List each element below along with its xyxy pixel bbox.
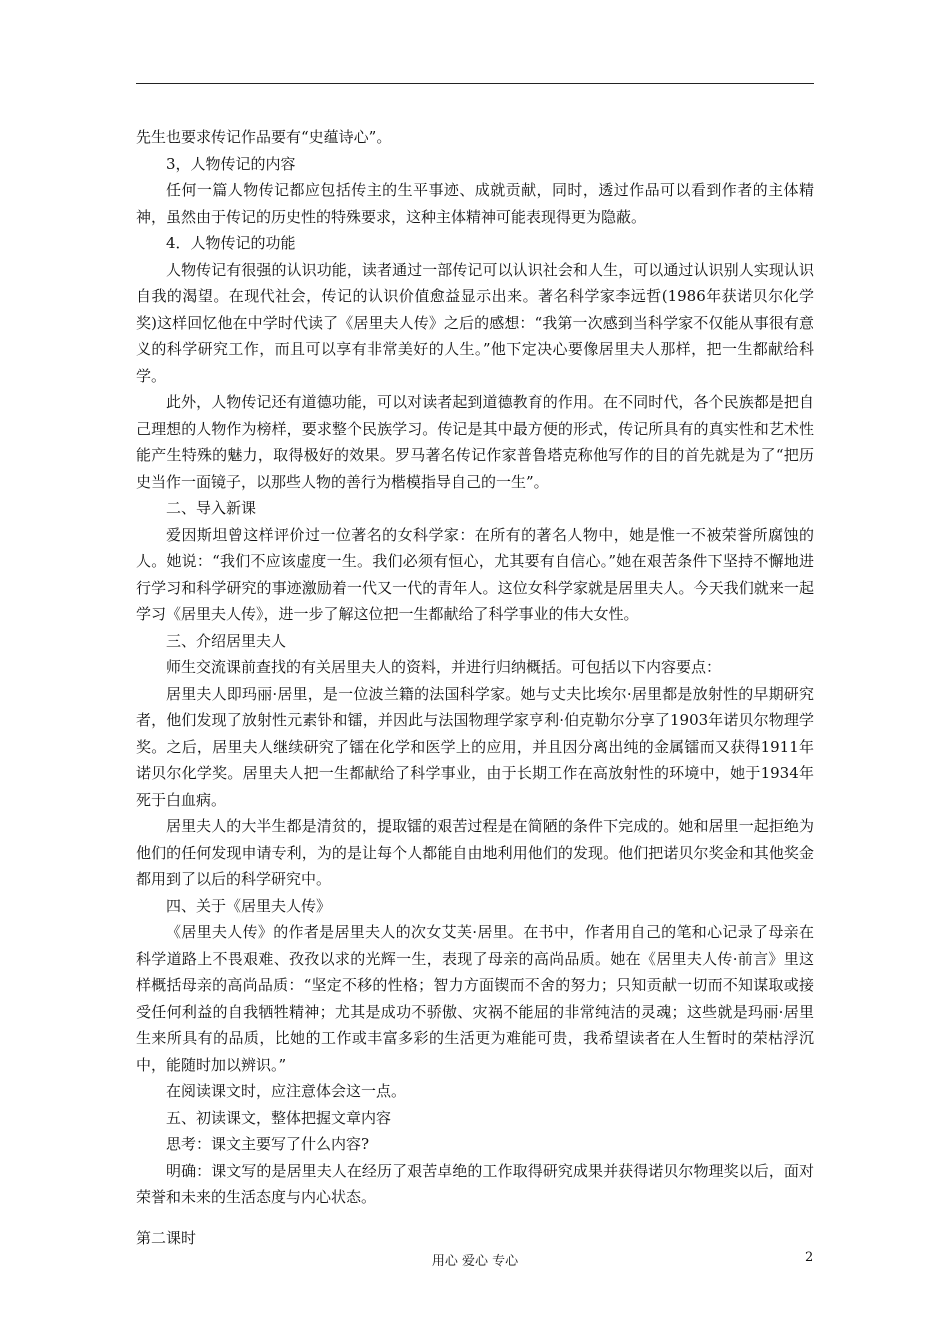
paragraph: 人物传记有很强的认识功能，读者通过一部传记可以认识社会和人生，可以通过认识别人实现认识自我的渴望。在现代社会，传记的认识价值愈益显示出来。著名科学家李远哲(1986年获诺贝尔化学奖)这样回忆他在中学时代读了《居里夫人传》之后的感想：“我第一次感到当科学家不仅能从事很有意义的科学研究工作，而且可以享有非常美好的人生。”他下定决心要像居里夫人那样，把一生都献给科学。 xyxy=(136,260,814,385)
paragraph: 居里夫人的大半生都是清贫的，提取镭的艰苦过程是在简陋的条件下完成的。她和居里一起拒绝为他们的任何发现申请专利，为的是让每个人都能自由地利用他们的发现。他们把诺贝尔奖金和其他奖金都用到了以后的科学研究中。 xyxy=(136,817,814,888)
page-number: 2 xyxy=(805,1250,814,1265)
spacer xyxy=(136,1211,814,1225)
paragraph: 师生交流课前查找的有关居里夫人的资料，并进行归纳概括。可包括以下内容要点： xyxy=(166,658,722,676)
paragraph: 《居里夫人传》的作者是居里夫人的次女艾芙·居里。在书中，作者用自己的笔和心记录了母亲在科学道路上不畏艰难、孜孜以求的光辉一生，表现了母亲的高尚品质。她在《居里夫人传·前言》里这样概括母亲的高尚品质：“坚定不移的性格；智力方面锲而不舍的努力；只知贡献一切而不知谋取或接受任何利益的自我牺牲精神；尤其是成功不骄傲、灾祸不能屈的非常纯洁的灵魂；这些就是玛丽·居里生来所具有的品质，比她的工作或丰富多彩的生活更为难能可贵，我希望读者在人生暂时的荣枯浮沉中，能随时加以辨识。” xyxy=(136,923,814,1074)
header-rule xyxy=(136,83,814,84)
paragraph-answer: 明确：课文写的是居里夫人在经历了艰苦卓绝的工作取得研究成果并获得诺贝尔物理奖以后，面对荣誉和未来的生活态度与内心状态。 xyxy=(136,1161,814,1206)
section-heading-biography: 四、关于《居里夫人传》 xyxy=(166,896,332,915)
paragraph-continuation: 先生也要求传记作品要有“史蕴诗心”。 xyxy=(136,128,392,146)
section-heading-intro: 二、导入新课 xyxy=(166,499,257,517)
section-heading-reading: 五、初读课文，整体把握文章内容 xyxy=(166,1108,392,1127)
document-body xyxy=(136,124,814,1251)
paragraph: 居里夫人即玛丽·居里，是一位波兰籍的法国科学家。她与丈夫比埃尔·居里都是放射性的早期研究者，他们发现了放射性元素钋和镭，并因此与法国物理学家亨利·伯克勒尔分享了1903年诺贝尔物理学奖。之后，居里夫人继续研究了镭在化学和医学上的应用，并且因分离出纯的金属镭而又获得1911年诺贝尔化学奖。居里夫人把一生都献给了科学事业，由于长期工作在高放射性的环境中，她于1934年死于白血病。 xyxy=(136,684,814,809)
paragraph: 任何一篇人物传记都应包括传主的生平事迹、成就贡献，同时，透过作品可以看到作者的主体精神，虽然由于传记的历史性的特殊要求，这种主体精神可能表现得更为隐蔽。 xyxy=(136,181,814,226)
section-heading-curie: 三、介绍居里夫人 xyxy=(166,631,287,650)
lesson-heading: 第二课时 xyxy=(136,1228,197,1247)
paragraph: 此外，人物传记还有道德功能，可以对读者起到道德教育的作用。在不同时代，各个民族都是把自己理想的人物作为榜样，要求整个民族学习。传记是其中最方便的形式，传记所具有的真实性和艺术性能产生特殊的魅力，取得极好的效果。罗马著名传记作家普鲁塔克称他写作的目的首先就是为了“把历史当作一面镜子，以那些人物的善行为楷模指导自己的一生”。 xyxy=(136,393,814,491)
subheading-content: 3，人物传记的内容 xyxy=(166,154,296,173)
subheading-function: 4．人物传记的功能 xyxy=(166,234,296,252)
paragraph: 爱因斯坦曾这样评价过一位著名的女科学家：在所有的著名人物中，她是惟一不被荣誉所腐蚀的人。她说：“我们不应该虚度一生。我们必须有恒心，尤其要有自信心。”她在艰苦条件下坚持不懈地进行学习和科学研究的事迹激励着一代又一代的青年人。这位女科学家就是居里夫人。今天我们就来一起学习《居里夫人传》，进一步了解这位把一生都献给了科学事业的伟大女性。 xyxy=(136,525,814,623)
paragraph-question: 思考：课文主要写了什么内容? xyxy=(166,1135,370,1153)
footer-motto: 用心 爱心 专心 xyxy=(431,1254,519,1269)
paragraph: 在阅读课文时，应注意体会这一点。 xyxy=(166,1082,407,1100)
